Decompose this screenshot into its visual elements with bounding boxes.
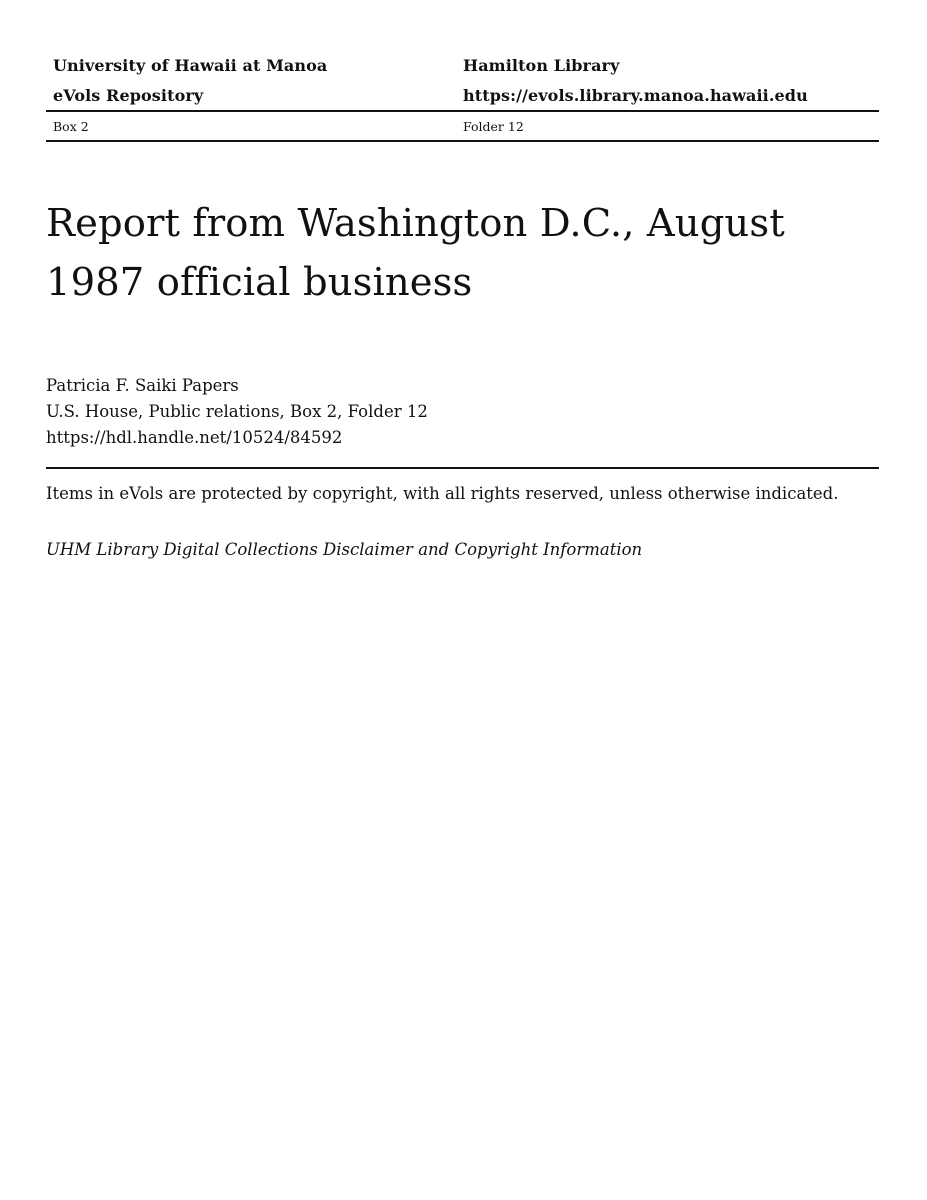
- library-name: Hamilton Library: [463, 55, 620, 75]
- title-line-1: Report from Washington D.C., August: [46, 201, 785, 246]
- collection-name: Patricia F. Saiki Papers: [46, 376, 239, 395]
- repository-url: https://evols.library.manoa.hawaii.edu: [463, 85, 808, 105]
- document-page: [46, 50, 879, 562]
- institution-name: University of Hawaii at Manoa: [53, 55, 328, 75]
- header-row-bottom: [46, 80, 879, 110]
- location-row: [46, 112, 879, 140]
- box-label: Box 2: [53, 118, 89, 134]
- header-row-top: [46, 50, 879, 80]
- repository-name: eVols Repository: [53, 85, 204, 105]
- document-metadata: [46, 373, 879, 451]
- series-info: U.S. House, Public relations, Box 2, Folder 12: [46, 402, 428, 421]
- location-divider: [46, 140, 879, 142]
- handle-url: https://hdl.handle.net/10524/84592: [46, 428, 343, 447]
- document-title: [46, 194, 806, 312]
- title-line-2: 1987 official business: [46, 260, 473, 305]
- disclaimer-link[interactable]: UHM Library Digital Collections Disclaimer and Copyright Information: [46, 540, 643, 559]
- copyright-notice: Items in eVols are protected by copyright, with all rights reserved, unless otherwise indicated.: [46, 484, 839, 503]
- metadata-divider: [46, 467, 879, 469]
- folder-label: Folder 12: [463, 118, 524, 134]
